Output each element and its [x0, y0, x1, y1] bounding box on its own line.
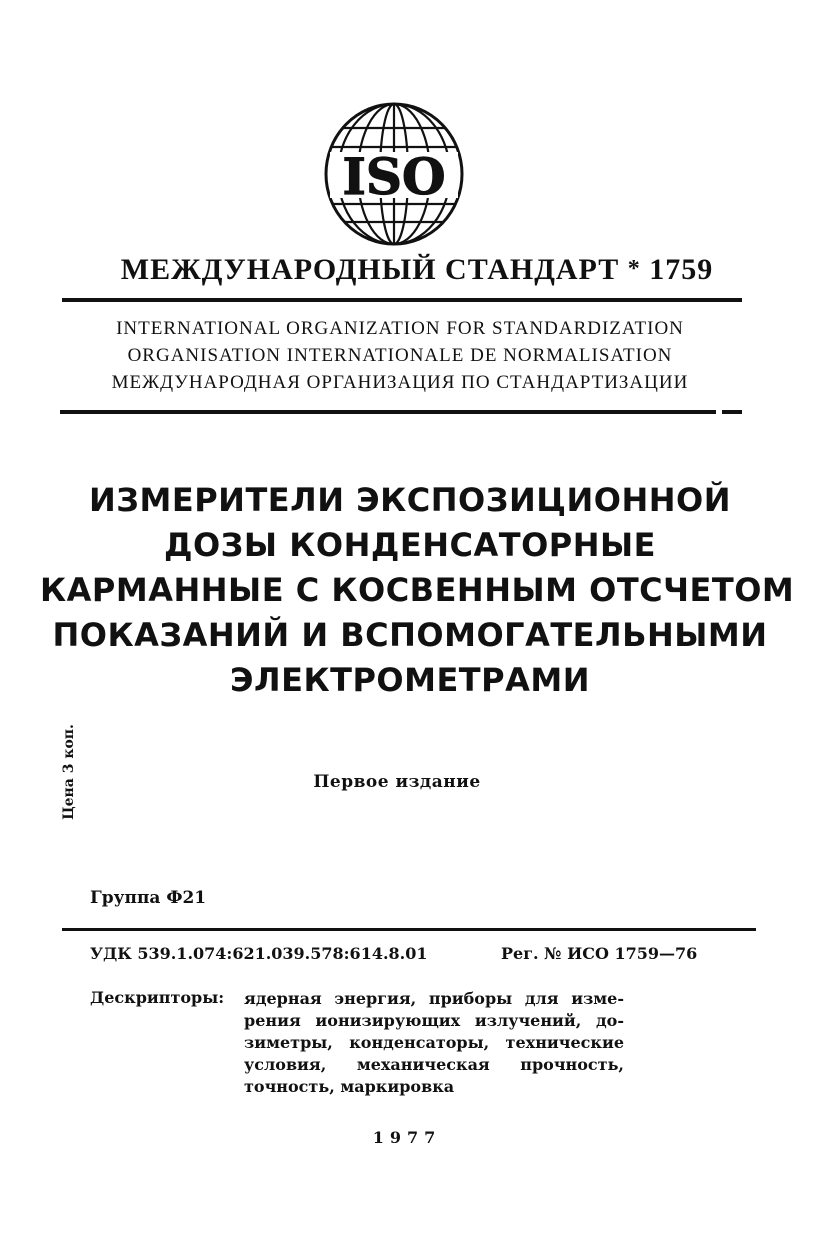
descriptor-line: зиметры, конденсаторы, технические [244, 1033, 624, 1052]
descriptor-line: точность, маркировка [244, 1077, 455, 1096]
edition: Первое издание [313, 772, 481, 792]
publication-year: 1977 [372, 1128, 442, 1147]
title-line: ДОЗЫ КОНДЕНСАТОРНЫЕ [163, 526, 657, 564]
standard-star: * [627, 256, 641, 282]
udc-code: УДК 539.1.074:621.039.578:614.8.01 [90, 944, 428, 963]
registration-number: Рег. № ИСО 1759—76 [501, 944, 698, 963]
org-rule-tail [722, 410, 742, 414]
descriptors-label: Дескрипторы: [90, 988, 225, 1007]
org-rule [60, 410, 716, 414]
descriptor-line: ядерная энергия, приборы для изме- [244, 989, 624, 1008]
title-line: ЭЛЕКТРОМЕТРАМИ [230, 661, 590, 699]
price-text: Цена 3 коп. [61, 724, 77, 820]
descriptor-line: условия, механическая прочность, [244, 1055, 624, 1074]
iso-logo [322, 100, 466, 248]
title-line: КАРМАННЫЕ С КОСВЕННЫМ ОТСЧЕТОМ [40, 571, 795, 609]
org-line-ru: МЕЖДУНАРОДНАЯ ОРГАНИЗАЦИЯ ПО СТАНДАРТИЗАЦИИ [111, 372, 689, 393]
bottom-rule [62, 928, 756, 931]
iso-logo-text: ISO [342, 147, 446, 206]
top-rule [62, 298, 742, 302]
title-line: ПОКАЗАНИЙ И ВСПОМОГАТЕЛЬНЫМИ [52, 616, 768, 654]
standard-title-text: МЕЖДУНАРОДНЫЙ СТАНДАРТ [120, 253, 620, 286]
title-line: ИЗМЕРИТЕЛИ ЭКСПОЗИЦИОННОЙ [89, 481, 731, 519]
org-line-en: INTERNATIONAL ORGANIZATION FOR STANDARDIZATION [116, 318, 684, 339]
descriptor-line: рения ионизирующих излучений, до- [244, 1011, 624, 1030]
descriptors-list [244, 988, 624, 1098]
standard-number: 1759 [649, 253, 714, 286]
org-line-fr: ORGANISATION INTERNATIONALE DE NORMALISATION [127, 345, 673, 366]
document-title [40, 478, 795, 703]
group-label: Группа Ф21 [90, 888, 207, 908]
standard-title [0, 253, 834, 287]
